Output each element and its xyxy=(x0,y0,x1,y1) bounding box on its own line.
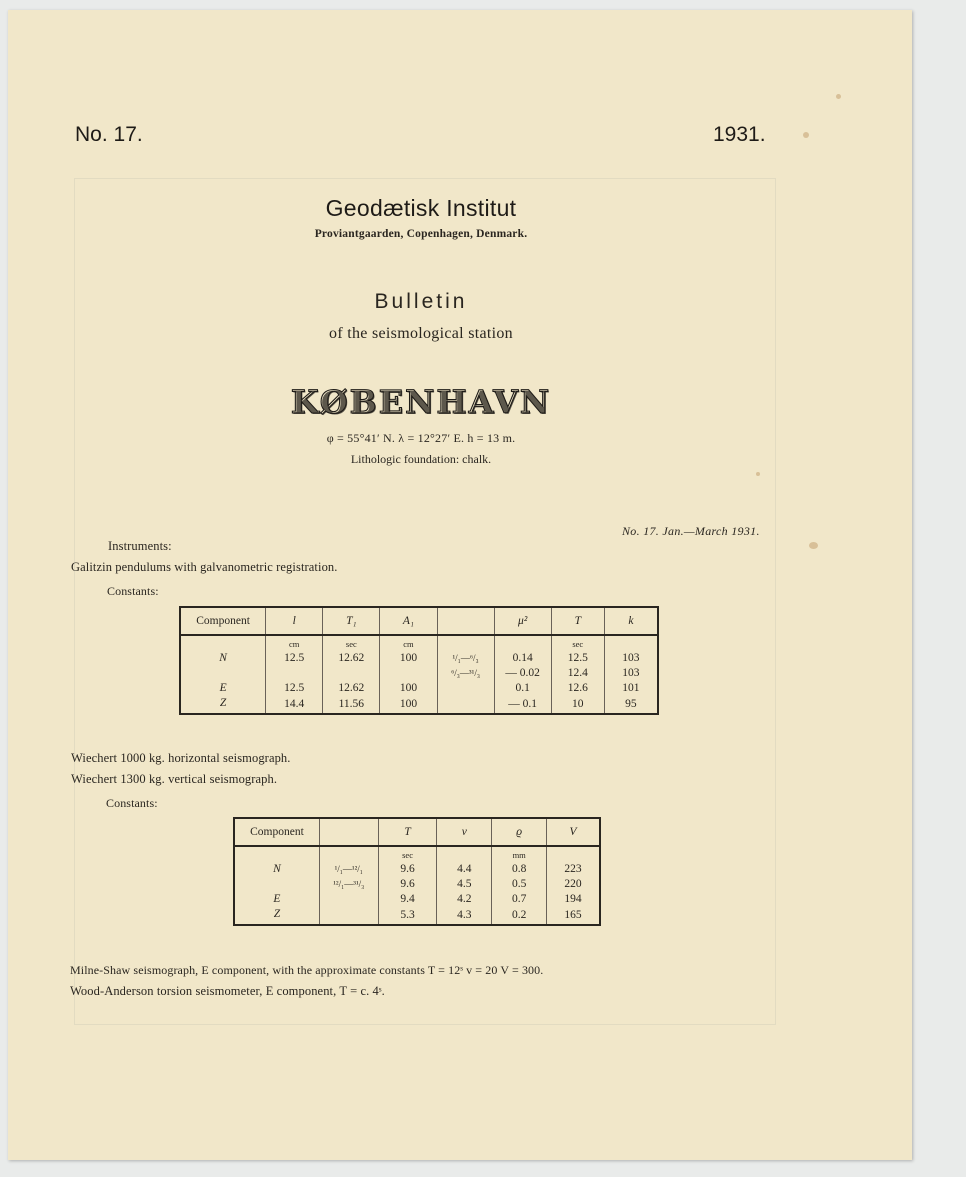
units-row: cm sec cm sec xyxy=(180,635,658,651)
table-row: E 9.4 4.2 0.7 194 xyxy=(234,892,600,907)
paper-stain xyxy=(803,132,809,138)
wiechert-constants-table xyxy=(233,817,601,926)
col-V: V xyxy=(547,818,600,846)
station-name: KØBENHAVN xyxy=(290,383,552,421)
wood-anderson-note: Wood-Anderson torsion seismometer, E component, T = c. 4ˢ. xyxy=(70,984,385,998)
lithology: Lithologic foundation: chalk. xyxy=(350,452,492,466)
wiechert-horizontal: Wiechert 1000 kg. horizontal seismograph. xyxy=(71,751,291,765)
col-T1: T₁ xyxy=(323,607,380,635)
col-component: Component xyxy=(234,818,319,846)
paper-stain xyxy=(836,94,841,99)
table-row: ¹²/₁—³¹/₃ 9.6 4.5 0.5 220 xyxy=(234,877,600,892)
bulletin-page xyxy=(8,10,912,1160)
col-mu2: μ² xyxy=(494,607,551,635)
bulletin-subtitle: of the seismological station xyxy=(329,325,513,342)
table-row: N 12.5 12.62 100 ¹/₁—⁶/₃ 0.14 12.5 103 xyxy=(180,651,658,666)
table-row: ⁶/₃—³¹/₃ — 0.02 12.4 103 xyxy=(180,666,658,681)
col-rho: ϱ xyxy=(492,818,547,846)
col-T: T xyxy=(551,607,604,635)
issue-year: 1931. xyxy=(713,123,766,146)
col-l: l xyxy=(266,607,323,635)
constants-label-2: Constants: xyxy=(106,796,158,810)
issue-number: No. 17. xyxy=(75,123,143,146)
units-row: sec mm xyxy=(234,846,600,862)
galitzin-constants-table xyxy=(179,606,659,715)
col-period xyxy=(319,818,378,846)
bulletin-title: Bulletin xyxy=(374,290,468,313)
table-row: E 12.5 12.62 100 0.1 12.6 101 xyxy=(180,681,658,696)
constants-label-1: Constants: xyxy=(107,584,159,598)
table-row: N ¹/₁—¹²/₁ 9.6 4.4 0.8 223 xyxy=(234,862,600,877)
paper-stain xyxy=(756,472,760,476)
station-coordinates: φ = 55°41′ N. λ = 12°27′ E. h = 13 m. xyxy=(326,431,516,445)
paper-stain xyxy=(809,542,818,549)
milne-shaw-note: Milne-Shaw seismograph, E component, with the approximate constants T = 12ˢ v = 20 V = 300. xyxy=(70,963,544,977)
wiechert-vertical: Wiechert 1300 kg. vertical seismograph. xyxy=(71,772,278,786)
table-row: Z 5.3 4.3 0.2 165 xyxy=(234,907,600,925)
institute-address: Proviantgaarden, Copenhagen, Denmark. xyxy=(314,228,528,240)
col-A1: A₁ xyxy=(380,607,437,635)
col-component: Component xyxy=(180,607,266,635)
galitzin-description: Galitzin pendulums with galvanometric registration. xyxy=(71,560,338,574)
col-k: k xyxy=(604,607,658,635)
instruments-heading: Instruments: xyxy=(108,539,172,553)
col-v: v xyxy=(437,818,492,846)
issue-period: No. 17. Jan.—March 1931. xyxy=(622,524,760,538)
col-period xyxy=(437,607,494,635)
col-T: T xyxy=(378,818,437,846)
table-row: Z 14.4 11.56 100 — 0.1 10 95 xyxy=(180,696,658,714)
institute-name: Geodætisk Institut xyxy=(325,195,517,221)
